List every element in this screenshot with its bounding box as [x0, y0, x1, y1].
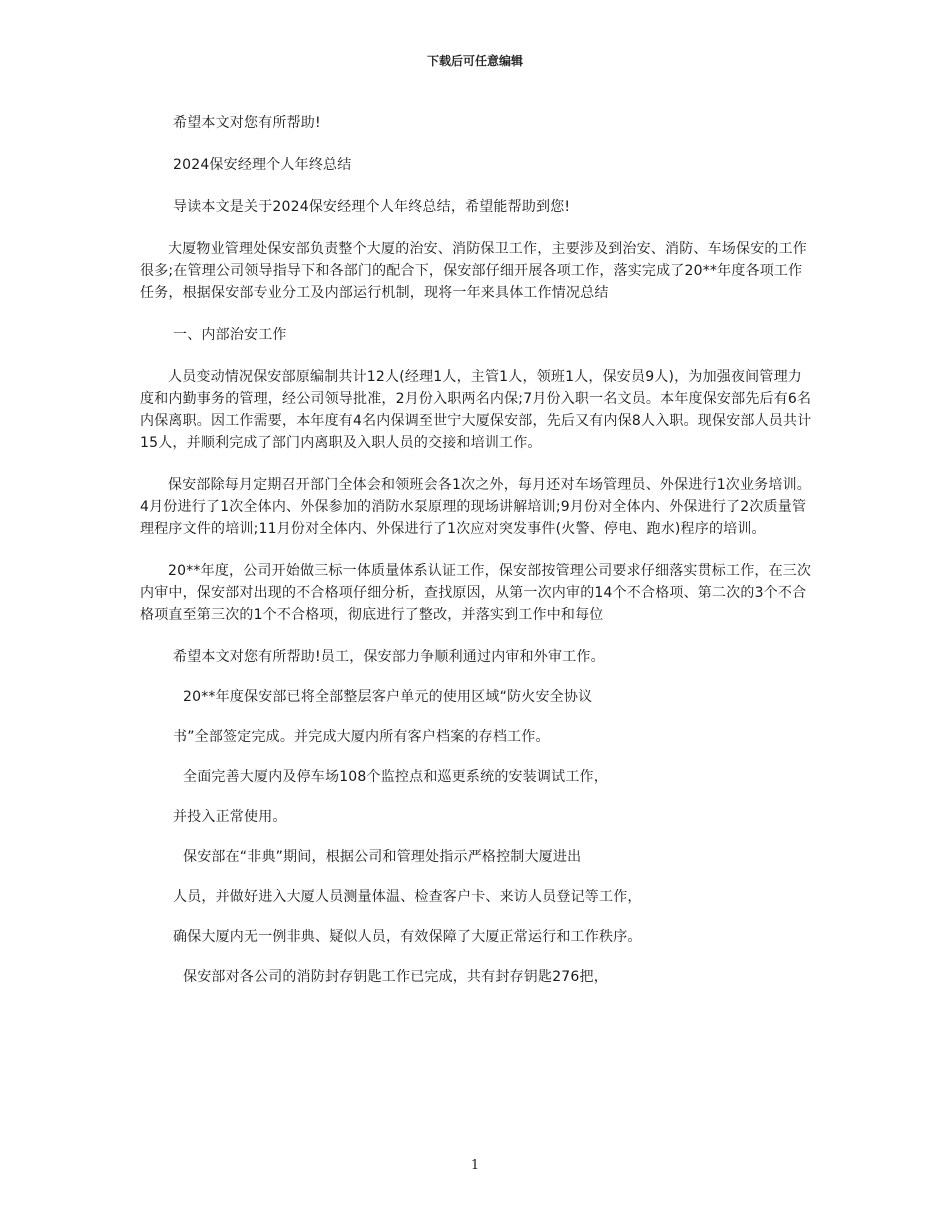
paragraph-keys: 保安部对各公司的消防封存钥匙工作已完成，共有封存钥匙276把，	[183, 969, 608, 985]
paragraph-sars-2: 人员，并做好进入大厦人员测量体温、检查客户卡、来访人员登记等工作，	[173, 889, 642, 905]
paragraph-audit: 希望本文对您有所帮助!员工，保安部力争顺利通过内审和外审工作。	[173, 649, 605, 665]
section-heading: 一、内部治安工作	[173, 327, 287, 343]
paragraph-sars-3: 确保大厦内无一例非典、疑似人员，有效保障了大厦正常运行和工作秩序。	[173, 929, 642, 945]
paragraph-monitoring-1: 全面完善大厦内及停车场108个监控点和巡更系统的安装调试工作，	[183, 769, 608, 785]
paragraph-certification: 20**年度，公司开始做三标一体质量体系认证工作，保安部按管理公司要求仔细落实贯标工作，在三次内审中，保安部对出现的不合格项仔细分析，查找原因，从第一次内审的14个不合格项、第二次的3个不合格项直至第三次的1个不合格项，彻底进行了整改，并落实到工作中和每位	[140, 563, 812, 623]
page-header: 下载后可任意编辑	[426, 54, 523, 68]
paragraph-overview: 大厦物业管理处保安部负责整个大厦的治安、消防保卫工作，主要涉及到治安、消防、车场保安的工作很多;在管理公司领导指导下和各部门的配合下，保安部仔细开展各项工作，落实完成了20**年度各项工作任务，根据保安部专业分工及内部运行机制，现将一年来具体工作情况总结	[140, 241, 807, 301]
paragraph-monitoring-2: 并投入正常使用。	[173, 809, 287, 825]
document-body	[140, 112, 812, 988]
intro-line: 希望本文对您有所帮助!	[173, 115, 321, 131]
document-title: 2024保安经理个人年终总结	[173, 157, 352, 173]
paragraph-sars-1: 保安部在“非典”期间，根据公司和管理处指示严格控制大厦进出	[183, 849, 582, 865]
paragraph-staffing: 人员变动情况保安部原编制共计12人(经理1人，主管1人，领班1人，保安员9人)，为加强夜间管理力度和内勤事务的管理，经公司领导批准，2月份入职两名内保;7月份入职一名文员。本年度保安部先后有6名内保离职。因工作需要，本年度有4名内保调至世宁大厦保安部，先后又有内保8人入职。现保安部人员共计15人，并顺利完成了部门内离职及入职人员的交接和培训工作。	[140, 369, 812, 451]
paragraph-fire-agreement-2: 书”全部签定完成。并完成大厦内所有客户档案的存档工作。	[173, 729, 550, 745]
paragraph-training: 保安部除每月定期召开部门全体会和领班会各1次之外，每月还对车场管理员、外保进行1次业务培训。4月份进行了1次全体内、外保参加的消防水泵原理的现场讲解培训;9月份对全体内、外保进行了2次质量管理程序文件的培训;11月份对全体内、外保进行了1次应对突发事件(火警、停电、跑水)程序的培训。	[140, 477, 812, 537]
paragraph-fire-agreement-1: 20**年度保安部已将全部整层客户单元的使用区域“防火安全协议	[183, 689, 593, 705]
page-number: 1	[470, 1158, 480, 1173]
reading-guide: 导读本文是关于2024保安经理个人年终总结，希望能帮助到您!	[173, 199, 571, 215]
